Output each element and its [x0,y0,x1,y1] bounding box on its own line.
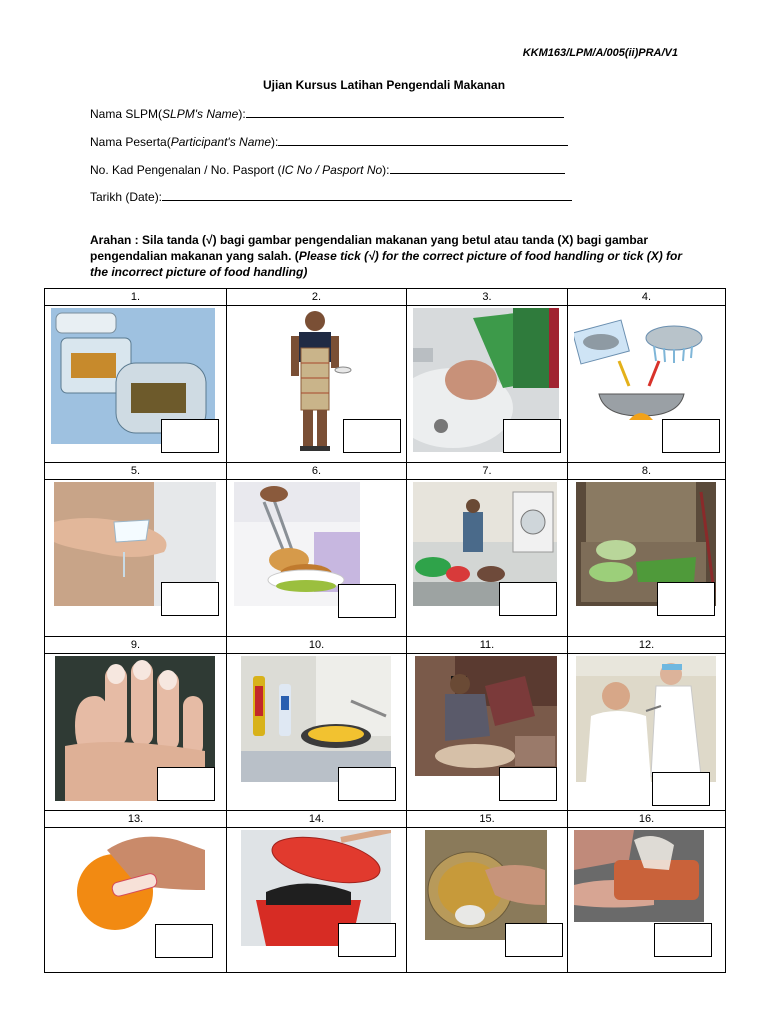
ic-passport-line[interactable] [390,163,565,174]
picture-cell-2 [227,306,407,463]
date-line[interactable] [162,190,572,201]
picture-cell-5 [45,480,227,637]
field-label: Nama Peserta( [90,135,171,149]
item-number: 16. [568,811,726,828]
item-number: 14. [227,811,407,828]
answer-box-8[interactable] [657,582,715,616]
cooking-near-chemicals-icon [241,656,391,782]
picture-cell-9 [45,654,227,811]
field-label-english: Participant's Name [170,135,272,149]
ic-passport-field [90,163,565,177]
picture-cell-10 [227,654,407,811]
fish-thawing-cooking-icon [574,316,709,426]
answer-box-16[interactable] [654,923,712,957]
picture-cell-6 [227,480,407,637]
item-number: 13. [45,811,227,828]
item-number: 4. [568,289,726,306]
gloved-hand-food-icon [574,830,704,922]
instructions-english: Please tick (√) for the correct picture of food handling or tick (X) for the incorrect picture of food handling) [90,249,683,279]
answer-box-12[interactable] [652,772,710,806]
picture-cell-3 [407,306,568,463]
document-reference-code: KKM163/LPM/A/005(ii)PRA/V1 [522,47,678,59]
item-number: 6. [227,463,407,480]
answer-box-2[interactable] [343,419,401,453]
picture-cell-14 [227,828,407,973]
picture-cell-11 [407,654,568,811]
participant-name-line[interactable] [278,135,568,146]
item-number: 5. [45,463,227,480]
field-label-english: IC No / Pasport No [281,163,383,177]
participant-name-field [90,135,568,149]
item-number: 7. [407,463,568,480]
date-field [90,190,572,204]
item-number: 10. [227,637,407,654]
item-number: 1. [45,289,227,306]
field-label: No. Kad Pengenalan / No. Pasport ( [90,163,282,177]
answer-box-11[interactable] [499,767,557,801]
answer-box-3[interactable] [503,419,561,453]
picture-cell-7 [407,480,568,637]
item-number: 11. [407,637,568,654]
item-number: 12. [568,637,726,654]
answer-box-13[interactable] [155,924,213,958]
floor-cutting-icon [415,656,557,776]
picture-cell-8 [568,480,726,637]
slpm-name-line[interactable] [246,107,564,118]
slpm-name-field [90,107,564,121]
answer-box-7[interactable] [499,582,557,616]
food-handler-apron-icon [277,308,352,460]
picture-cell-13 [45,828,227,973]
answer-box-14[interactable] [338,923,396,957]
picture-cell-4 [568,306,726,463]
picture-cell-1 [45,306,227,463]
answer-box-5[interactable] [161,582,219,616]
item-number: 3. [407,289,568,306]
field-label: Nama SLPM( [90,107,163,121]
field-suffix: ): [271,135,279,149]
bandaged-finger-orange-icon [67,830,205,932]
answer-box-4[interactable] [662,419,720,453]
field-label: Tarikh (Date): [90,190,163,204]
answer-box-9[interactable] [157,767,215,801]
item-number: 15. [407,811,568,828]
instructions-malay: Arahan : Sila tanda (√) bagi gambar pengendalian makanan yang betul atau tanda (X) bagi gambar pengendalian makanan yang salah. ( [90,233,649,263]
field-suffix: ): [238,107,246,121]
answer-box-1[interactable] [161,419,219,453]
field-label-english: SLPM's Name [162,107,239,121]
vaccination-icon [576,656,716,782]
item-number: 9. [45,637,227,654]
picture-cell-15 [407,828,568,973]
answer-box-15[interactable] [505,923,563,957]
item-number: 8. [568,463,726,480]
item-number: 2. [227,289,407,306]
field-suffix: ): [382,163,390,177]
picture-cell-12 [568,654,726,811]
answer-box-6[interactable] [338,584,396,618]
food-handling-picture-table [44,288,726,973]
page-title: Ujian Kursus Latihan Pengendali Makanan [262,78,506,92]
answer-box-10[interactable] [338,767,396,801]
picture-cell-16 [568,828,726,973]
instructions [90,232,690,280]
